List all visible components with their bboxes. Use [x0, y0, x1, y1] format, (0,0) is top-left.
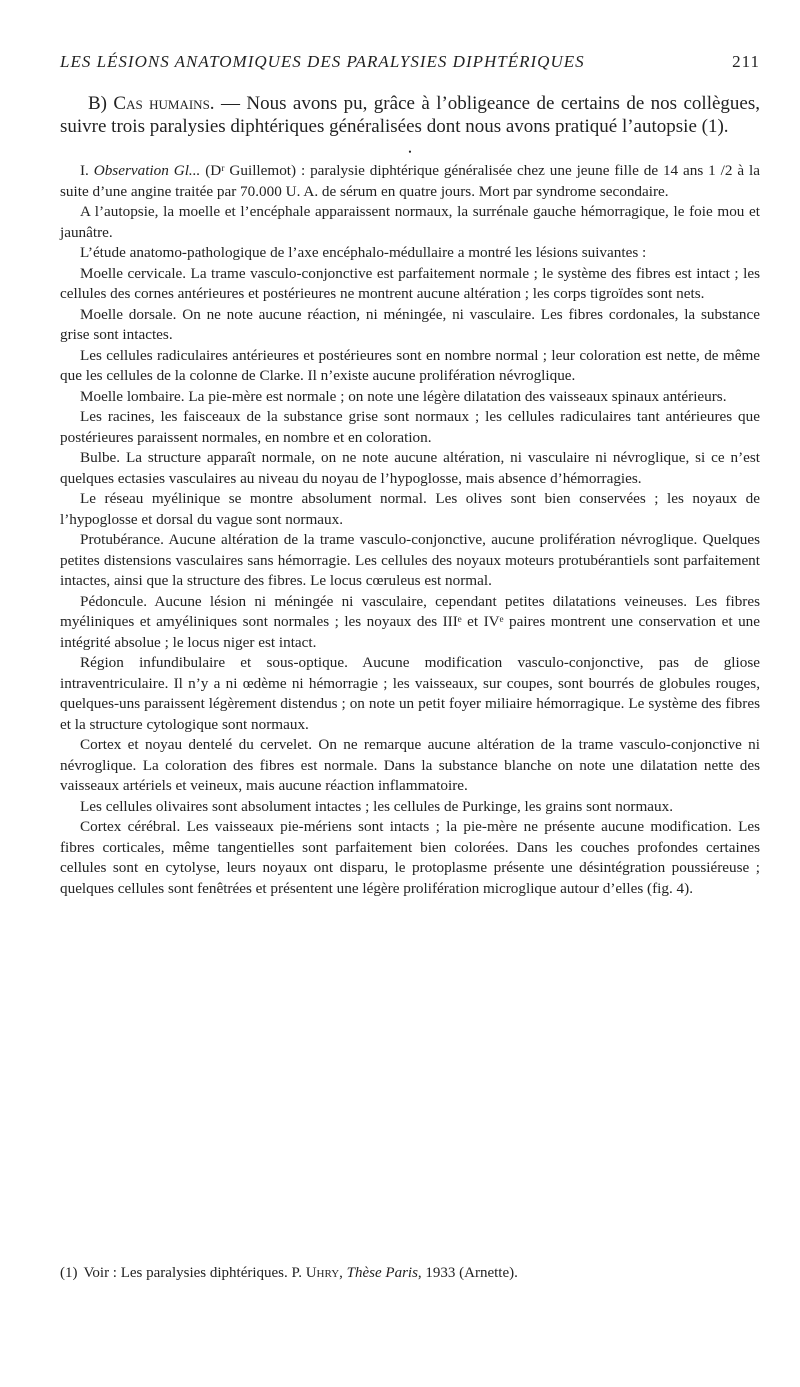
body-paragraph: Région infundibulaire et sous-optique. Aucune modification vasculo-conjonctive, pas de gliose intraventriculaire. Il n’y a ni œdème ni hémorragie ; les vaisseaux, sur coupes, sont bourrés de globules rouges, quelques-uns paraissent légèrement distendus ; on note un petit foyer miliaire hémorragique. Le système des fibres et la structure cytologique sont normaux. [60, 654, 760, 733]
observation-text: (Dʳ Guillemot) : paralysie diphtérique généralisée chez une jeune fille de 14 ans 1 /2 à la suite d’une angine traitée par 70.000 U. A. de sérum en quatre jours. Mort par syndrome secondaire. [60, 162, 760, 200]
footnote-thesis: Thèse Paris [346, 1265, 418, 1281]
body-paragraph: Bulbe. La structure apparaît normale, on ne note aucune altération, ni vasculaire ni névroglique, si ce n’est quelques ectasies vasculaires au niveau du noyau de l’hypoglosse, mais absence d’hémorragies. [60, 449, 760, 487]
body-paragraph: Les cellules olivaires sont absolument intactes ; les cellules de Purkinge, les grains sont normaux. [80, 797, 674, 815]
body-paragraph: Pédoncule. Aucune lésion ni méningée ni vasculaire, cependant petites dilatations veineuses. Les fibres myéliniques et amyéliniques sont normales ; les noyaux des IIIᵉ et IVᵉ paires montrent une conservation et une intégrité absolue ; le locus niger est intact. [60, 592, 760, 651]
observation-title: Observation Gl... [93, 162, 201, 179]
separator-mark: • [408, 147, 412, 157]
body-paragraph: Moelle cervicale. La trame vasculo-conjonctive est parfaitement normale ; le système des fibres est intact ; les cellules des cornes antérieures et postérieures ne montrent aucune altération ; les corps tigroïdes sont nets. [60, 264, 760, 302]
body-paragraph: Protubérance. Aucune altération de la trame vasculo-conjonctive, aucune prolifération névroglique. Quelques petites distensions vasculaires sans hémorragie. Les cellules des noyaux moteurs protubérantiels sont parfaitement intactes, ainsi que la structure des fibres. Le locus cœruleus est normal. [60, 531, 760, 589]
body-paragraph: Moelle lombaire. La pie-mère est normale ; on note une légère dilatation des vaisseaux spinaux antérieurs. [80, 387, 727, 405]
body-paragraph: L’étude anatomo-pathologique de l’axe encéphalo-médullaire a montré les lésions suivantes : [80, 244, 647, 261]
page-content [60, 52, 760, 899]
running-head [60, 52, 760, 72]
body-paragraph: Les racines, les faisceaux de la substance grise sont normaux ; les cellules radiculaires tant antérieures que postérieures paraissent normales, en nombre et en coloration. [60, 408, 760, 446]
body-paragraph: Cortex cérébral. Les vaisseaux pie-mériens sont intacts ; la pie-mère ne présente aucune modification. Les fibres corticales, même tangentielles sont parfaitement bien colorées. Dans les couches profondes certaines cellules sont en cytolyse, leurs noyaux ont disparu, le protoplasme présente une désintégration poussiéreuse ; quelques cellules sont fenêtrées et présentent une légère prolifération microglique autour d’elles (fig. 4). [60, 818, 760, 897]
body-paragraph: A l’autopsie, la moelle et l’encéphale apparaissent normaux, la surrénale gauche hémorragique, le foie mou et jaunâtre. [60, 203, 760, 241]
observation-heading [60, 161, 760, 202]
footnote-sep: , [339, 1265, 347, 1281]
body-paragraph: Les cellules radiculaires antérieures et postérieures sont en nombre normal ; leur coloration est nette, de même que les cellules de la colonne de Clarke. Il n’existe aucune prolifération névroglique. [60, 346, 760, 384]
footnote-suffix: , 1933 (Arnette). [417, 1265, 518, 1281]
section-lead: B) [88, 93, 114, 114]
body-paragraph: Le réseau myélinique se montre absolument normal. Les olives sont bien conservées ; les noyaux de l’hypoglosse et dorsal du vague sont normaux. [60, 490, 760, 528]
observation-body [60, 161, 760, 899]
body-paragraph: Cortex et noyau dentelé du cervelet. On ne remarque aucune altération de la trame vasculo-conjonctive ni névroglique. La coloration des fibres est normale. Dans la substance blanche on note une dilatation nette des vaisseaux artériels et veineux, mais aucune réaction inflammatoire. [60, 736, 760, 794]
running-title: LES LÉSIONS ANATOMIQUES DES PARALYSIES DIPHTÉRIQUES [60, 52, 585, 71]
footnote-author: Uhry [305, 1265, 340, 1281]
intro-text: . — Nous avons pu, grâce à l’obligeance de certains de nos collègues, suivre trois paralysies diphtériques généralisées dont nous avons pratiqué l’autopsie (1). [60, 93, 760, 137]
footnote [60, 1265, 760, 1282]
section-heading: Cas humains [113, 93, 210, 114]
intro-paragraph [60, 92, 760, 138]
page-number: 211 [732, 52, 760, 71]
footnote-mark: (1) [60, 1265, 78, 1281]
body-paragraph: Moelle dorsale. On ne note aucune réaction, ni méningée, ni vasculaire. Les fibres cordonales, la substance grise sont intactes. [60, 305, 760, 343]
observation-number: I. [80, 162, 94, 179]
footnote-prefix: Voir : Les paralysies diphtériques. P. [83, 1265, 306, 1281]
